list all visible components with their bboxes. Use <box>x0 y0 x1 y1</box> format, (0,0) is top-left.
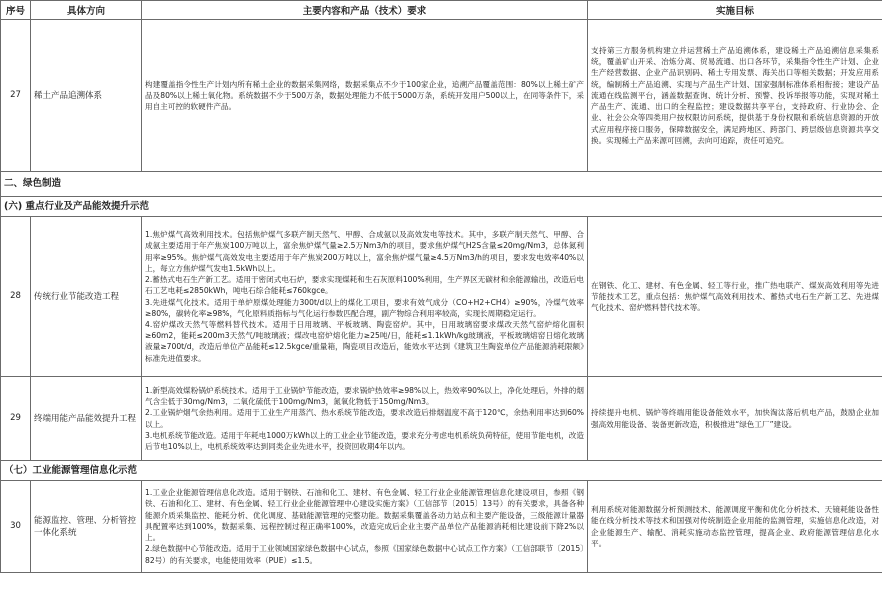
content-item: 2.工业锅炉烟气余热利用。适用于工业生产用蒸汽、热水系统节能改造，要求改造后排烟温度不高于120℃，余热利用率达到60%以上。 <box>145 408 584 429</box>
row-no: 29 <box>1 377 31 461</box>
row-target: 支持第三方服务机构建立并运营稀土产品追溯体系，建设稀土产品追溯信息采集系统，覆盖矿山开采、冶炼分离、贸易流通、出口各环节，采集指令性生产计划、企业生产经营数据、企业产品识别码、稀土专用发票、海关出口等相关数据；开发应用系统，编制稀土产品追溯、实现与产品生产计划、国家强制标准体系相衔接；建设产品流通在线监测平台，涵盖数据查询、统计分析、预警、投诉举报等功能，实现对稀土产品生产、流通、出口的全程监控；建设数据共享平台，支持政府、行业协会、企业、社会公众等四类用户按权限访问系统，提供基于身份权限和系统信息资源的开放式应用程序接口服务，保障数据安全，满足跨地区、跨部门、跨层级信息资源共享交换。实现稀土产品来源可回溯，去向可追踪，责任可追究。 <box>588 20 882 172</box>
content-item: 3.电机系统节能改造。适用于年耗电1000万kWh以上的工业企业节能改造，要求充分考虑电机系统负荷特征，使用节能电机，改造后节电10%以上，电机系统效率达到同类企业先进水平，投资回收期4年以内。 <box>145 430 584 451</box>
row-content <box>142 377 588 461</box>
row-no: 28 <box>1 217 31 377</box>
content-item: 3.先进煤气化技术。适用于单炉原煤处理能力300t/d以上的煤化工项目，要求有效气成分（CO+H2+CH4）≥90%，冷煤气效率≥80%，碳转化率≥98%，气化原料质指标与气化运行参数匹配合理，副产物综合利用率较高，实现长周期稳定运行。 <box>145 297 584 318</box>
section-heading-row <box>1 172 882 197</box>
subsection-heading-row <box>1 197 882 217</box>
row-direction: 终端用能产品能效提升工程 <box>31 377 142 461</box>
subsection-heading-row <box>1 461 882 481</box>
row-target: 在钢铁、化工、建材、有色金属、轻工等行业，推广热电联产、煤炭高效利用等先进节能技术工艺，重点包括：焦炉煤气高效利用技术、蓄热式电石生产新工艺、先进煤气化技术、窑炉燃料替代技术等。 <box>588 217 882 377</box>
row-content <box>142 481 588 573</box>
row-target: 利用系统对能源数据分析预测技术、能源调度平衡和优化分析技术、天镜耗能设备性能在线分析技术等技术和国强对传统制造企业用能的监测管理，实施信息化改造，对企业能源生产、输配、消耗实施动态监控管理，提高企业、政府能源管理信息化水平。 <box>588 481 882 573</box>
row-target: 持续提升电机、锅炉等终端用能设备能效水平，加快淘汰落后机电产品，鼓励企业加强高效用能设备、装备更新改造，积极推进“绿色工厂”建设。 <box>588 377 882 461</box>
content-item: 1.新型高效煤粉锅炉系统技术。适用于工业锅炉节能改造，要求锅炉热效率≥98%以上，热效率90%以上，净化处理后，外排的烟气含尘低于30mg/Nm3，二氧化硫低于100mg/Nm3，氮氧化物低于150mg/Nm3。 <box>145 385 584 407</box>
row-direction: 稀土产品追溯体系 <box>31 20 142 172</box>
section-heading: 二、绿色制造 <box>1 172 882 197</box>
header-row <box>1 1 882 20</box>
subsection-heading: (六) 重点行业及产品能效提升示范 <box>1 197 882 217</box>
header-direction: 具体方向 <box>31 1 142 20</box>
header-no: 序号 <box>1 1 31 20</box>
content-item: 2.绿色数据中心节能改造。适用于工业领域国家绿色数据中心试点，参照《国家绿色数据中心试点工作方案》（工信部联节〔2015〕82号）的有关要求，电能使用效率（PUE）≤1.5。 <box>145 544 584 565</box>
content-item: 1.焦炉煤气高效利用技术。包括焦炉煤气多联产制天然气、甲醇、合成氨以及高效发电等技术。其中，多联产制天然气、甲醇、合成氨主要适用于年产焦炭100万吨以上，富余焦炉煤气量≥2.5万Nm3/h的项目，要求焦炉煤气H2S含量≤20mg/Nm3，总体氮利用率≥95%。焦炉煤气高效发电主要适用于年产焦炭200万吨以上，富余焦炉煤气量≥4.5万Nm3/h的项目，要求发电效率40%以上，每立方焦炉煤气发电1.5kWh以上。 <box>145 230 584 273</box>
table-row-30 <box>1 481 882 573</box>
content-item: 1.工业企业能源管理信息化改造。适用于钢铁、石油和化工、建材、有色金属、轻工行业企业能源管理信息化建设项目，参照《钢铁、石油和化工、建材、有色金属、轻工行业企业能源管理中心建设实施方案》（工信部节〔2015〕13号）的有关要求，具备各种能源介质采集监控、能耗分析、优化调度、基础能源管理的完整功能。数据采集覆盖各动力站点和主要产能设备，三级能源计量器具配置率达到100%，数据采集、远程控制过程正确率100%，改造完成后企业主要产品单位产品能源消耗相比建设前下降2%以上。 <box>145 488 584 543</box>
table-row-29 <box>1 377 882 461</box>
row-no: 30 <box>1 481 31 573</box>
row-no: 27 <box>1 20 31 172</box>
table-row-28 <box>1 217 882 377</box>
table-row-27 <box>1 20 882 172</box>
content-item: 4.窑炉煤改天然气等燃料替代技术。适用于日用玻璃、平板玻璃、陶瓷窑炉。其中，日用玻璃窑要求煤改天然气窑炉熔化面积≥60m2，能耗≤200m3天然气/吨玻璃液；煤改电窑炉熔化能力≥25吨/日，能耗≤1.1kWh/kg玻璃液，平板玻璃熔窑日熔化玻璃液量≥700t/d，改造后单位产品能耗≤12.5kgce/重量箱，陶瓷项目改造后，能效水平达到《建筑卫生陶瓷单位产品能源消耗限额》标准先进值要求。 <box>145 319 584 363</box>
subsection-heading: （七）工业能源管理信息化示范 <box>1 461 882 481</box>
row-content <box>142 217 588 377</box>
row-direction: 传统行业节能改造工程 <box>31 217 142 377</box>
header-content: 主要内容和产品（技术）要求 <box>142 1 588 20</box>
content-item: 2.蓄热式电石生产新工艺。适用于密闭式电石炉，要求实现煤耗和生石灰原料100%利用，生产界区无碳材和余能源输出，改造后电石工艺电耗≤2850kWh，吨电石综合能耗≤760kgce。 <box>145 275 585 296</box>
row-content: 构建覆盖指令性生产计划内所有稀土企业的数据采集网络，数据采集点不少于100家企业，追溯产品覆盖范围：80%以上稀土矿产品及80%以上稀土氧化物。系统数据不少于500万条，数据处理能力不低于5000万条，系统开发用户500以上，在同等条件下，采用自主可控的软硬件产品。 <box>142 20 588 172</box>
row-direction: 能源监控、管理、分析管控一体化系统 <box>31 481 142 573</box>
header-target: 实施目标 <box>588 1 882 20</box>
